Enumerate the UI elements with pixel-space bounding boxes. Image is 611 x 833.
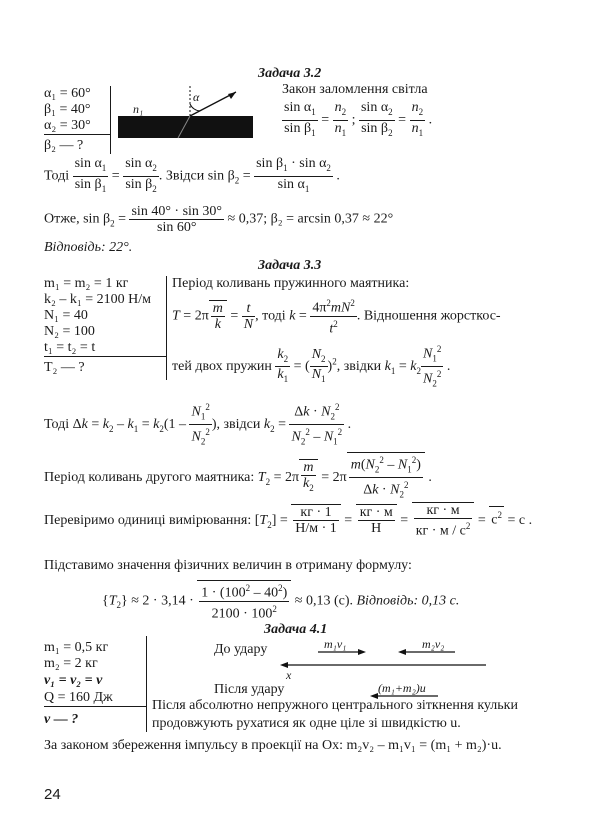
problem-3-3-title: Задача 3.3 bbox=[258, 258, 322, 273]
given-4-1-m2: m₂ = 2 кг bbox=[44, 656, 98, 671]
answer-3-2: Відповідь: 22°. bbox=[44, 240, 133, 255]
text-period-second: Період коливань другого маятника: bbox=[44, 470, 255, 486]
units-result: = c . bbox=[507, 513, 533, 529]
text-momentum-law: За законом збереження імпульсу в проекції на Ox: m₂v₂ – m₁v₁ = (m₁ + m₂)·u. bbox=[44, 738, 502, 753]
text-two-springs: тей двох пружин bbox=[172, 359, 272, 375]
equation-ratio: тей двох пружин $\frac{k_2}{k_1}$ = ( $\frac{N_2}{N_1}$ )$^2$, звідки $k_1 = k_2$ $\frac{N_1^2}{N_2^2}$ . bbox=[172, 344, 451, 389]
angle-arc bbox=[190, 104, 200, 111]
word-todi: , тоді bbox=[255, 308, 286, 324]
word-otzhe: Отже, bbox=[44, 211, 80, 227]
equation-period-second: Період коливань другого маятника: $T_2 = 2\pi$ $\frac{m}{k_2}$ = 2π $\frac{m(N_2^2 - N_1^2)}{\Delta k \cdot N_2^2}$ . bbox=[44, 452, 432, 503]
problem-3-2-title: Задача 3.2 bbox=[258, 66, 322, 81]
equation-result: $\{T_2\} \approx 2 \cdot 3,14$ · $\frac{1 \cdot (100^2 - 40^2)}{2100 \cdot 100^2}$ ≈ 0,13 (с). Відповідь: 0,13 с. bbox=[102, 580, 459, 621]
result-value: ≈ 0,13 (с). bbox=[294, 593, 353, 609]
medium-block bbox=[118, 116, 253, 138]
given-vertical-rule bbox=[166, 276, 167, 380]
equation-otzhe-3-2: Отже, $\sin \beta_2$ = $\frac{\sin 40^\circ \cdot \sin 30^\circ}{\sin 60^\circ}$ ≈ 0,37; β₂ = arcsin 0,37 ≈ 22° bbox=[44, 204, 394, 235]
given-3-2-alpha2: α₂ = 30° bbox=[44, 118, 91, 133]
word-todi: Тоді bbox=[44, 168, 70, 184]
fig-n1-label: n₁ bbox=[133, 102, 144, 116]
text-period-spring: Період коливань пружинного маятника: bbox=[172, 276, 410, 291]
fig-alpha-label: α bbox=[193, 90, 200, 104]
given-3-3-times: t₁ = t₂ = t bbox=[44, 340, 96, 355]
collision-diagram bbox=[270, 640, 490, 704]
vector-label-m2v2: m₂v₂ bbox=[422, 637, 445, 651]
find-3-2: β₂ — ? bbox=[44, 138, 84, 153]
word-zvidky: , звідки bbox=[336, 359, 382, 375]
given-3-3-n2: N₂ = 100 bbox=[44, 324, 95, 339]
problem-4-1-title: Задача 4.1 bbox=[264, 622, 328, 637]
find-4-1: v — ? bbox=[44, 712, 79, 727]
vector-label-u: (m₁+m₂)u bbox=[378, 681, 426, 695]
equation-units-check: Перевіримо одиниці вимірювання: $[T_2]$ = $\frac{кг \cdot 1}{Н/м \cdot 1}$ = $\frac{кг \cdot м}{Н}$ = $\frac{кг \cdot м}{кг \cdot м / c^2}$ = $c^2 = c$ . bbox=[44, 503, 533, 539]
given-vertical-rule bbox=[146, 636, 147, 732]
otzhe-result: ≈ 0,37; β₂ = arcsin 0,37 ≈ 22° bbox=[227, 211, 394, 227]
snell-law-formula: $\frac{\sin \alpha_1}{\sin \beta_1}$ = $\frac{n_2}{n_1}$ ; $\frac{\sin \alpha_2}{\sin \beta_2}$ = $\frac{n_2}{n_1}$ . bbox=[284, 100, 433, 138]
equation-delta-k: Тоді $\Delta k = k_2 - k_1 = k_2(1$ – $\frac{N_1^2}{N_2^2}$ ), звідси $k_2$ = $\frac{\Delta k \cdot N_2^2}{N_2^2 - N_1^2}$ . bbox=[44, 402, 352, 447]
text-units-check: Перевіримо одиниці вимірювання: bbox=[44, 513, 252, 529]
given-3-3-mass: m₁ = m₂ = 1 кг bbox=[44, 276, 129, 291]
axis-ox-arrow bbox=[280, 662, 288, 668]
vector-m2v2-arrow bbox=[398, 649, 406, 655]
word-todi: Тоді bbox=[44, 417, 70, 433]
text-substitute: Підставимо значення фізичних величин в отриману формулу: bbox=[44, 558, 412, 573]
equation-period-spring: T = 2π $\frac{m}{k}$ = $\frac{t}{N}$ , тоді k = $\frac{4\pi^2mN^2}{t^2}$ . Відношення жорсткос- bbox=[172, 298, 501, 337]
label-before-collision: До удару bbox=[214, 642, 268, 657]
snell-law-title: Закон заломлення світла bbox=[282, 82, 428, 97]
given-divider bbox=[44, 356, 166, 357]
given-4-1-v: v₁ = v₂ = v bbox=[44, 673, 103, 688]
given-3-3-n1: N₁ = 40 bbox=[44, 308, 88, 323]
word-zvidsy: , звідси bbox=[216, 417, 261, 433]
answer-3-3: Відповідь: 0,13 с. bbox=[356, 593, 460, 609]
vector-label-m1v1: m₁v₁ bbox=[324, 637, 347, 651]
find-3-3: T₂ — ? bbox=[44, 360, 85, 375]
label-after-collision: Після удару bbox=[214, 682, 285, 697]
vector-m1v1-arrow bbox=[358, 649, 366, 655]
given-vertical-rule bbox=[110, 86, 111, 154]
given-3-3-k-diff: k₂ – k₁ = 2100 Н/м bbox=[44, 292, 152, 307]
equation-todi-3-2: Тоді $\frac{\sin \alpha_1}{\sin \beta_1}$ = $\frac{\sin \alpha_2}{\sin \beta_2}$ . Звідси $\sin \beta_2$ = $\frac{\sin \beta_1 \cdot \sin \alpha_2}{\sin \alpha_1}$ . bbox=[44, 156, 340, 194]
given-divider bbox=[44, 134, 110, 135]
given-3-2-alpha1: α₁ = 60° bbox=[44, 86, 91, 101]
ray-arrow bbox=[228, 92, 236, 99]
page-number: 24 bbox=[44, 786, 61, 803]
given-3-2-beta1: β₁ = 40° bbox=[44, 102, 91, 117]
text-collision-1: Після абсолютно непружного центрального зіткнення кульки bbox=[152, 698, 518, 713]
word-zvidsy: . Звідси bbox=[158, 168, 205, 184]
given-4-1-m1: m₁ = 0,5 кг bbox=[44, 640, 109, 655]
given-4-1-q: Q = 160 Дж bbox=[44, 690, 113, 705]
given-divider bbox=[44, 706, 146, 707]
text-collision-2: продовжують рухатися як одне ціле зі швидкістю u. bbox=[152, 716, 461, 731]
axis-label-x: x bbox=[286, 668, 292, 682]
text-ratio-intro: . Відношення жорсткос- bbox=[356, 308, 501, 324]
